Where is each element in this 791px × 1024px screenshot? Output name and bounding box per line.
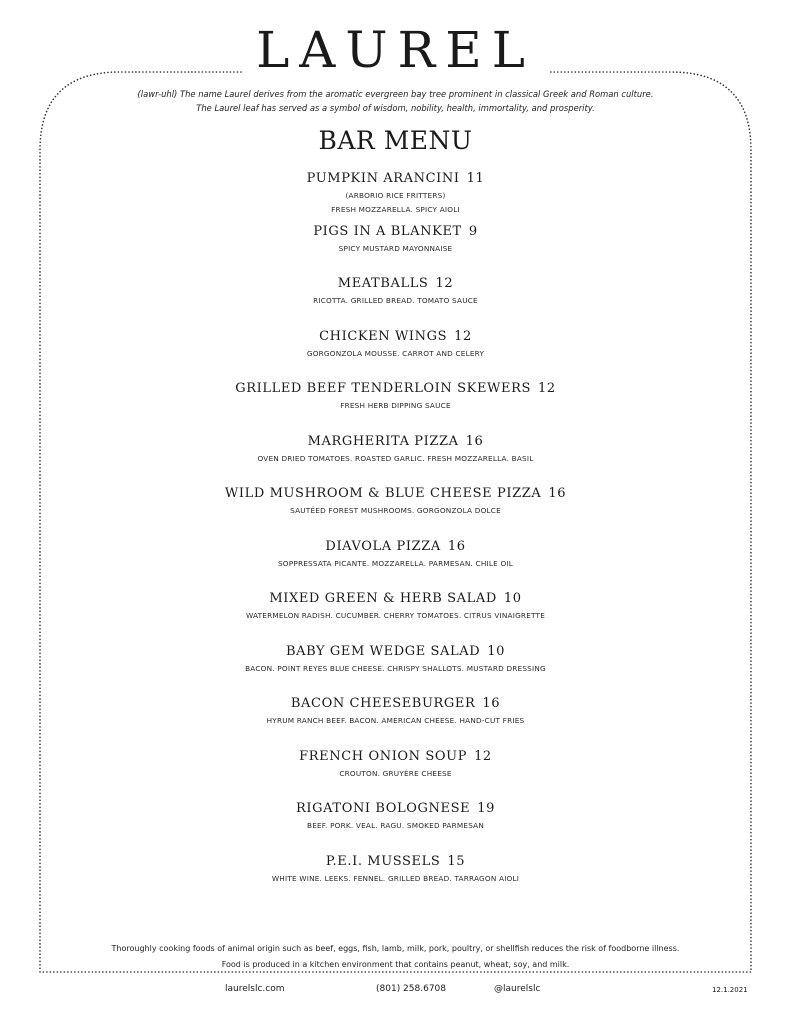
menu-item-description: GORGONZOLA MOUSSE. CARROT AND CELERY [306, 348, 485, 358]
menu-item-description: FRESH MOZZARELLA. SPICY AIOLI [331, 205, 460, 214]
menu-item [80, 695, 711, 748]
menu-item-name [80, 853, 711, 871]
menu-item-title: MIXED GREEN & HERB SALAD [269, 591, 497, 606]
menu-item [80, 538, 711, 591]
menu-item-title: RIGATONI BOLOGNESE [296, 801, 471, 816]
social-handle[interactable]: @laurelslc [494, 984, 541, 994]
menu-item-description: CROUTON. GRUYÈRE CHEESE [339, 768, 452, 778]
menu-item-name [80, 433, 711, 451]
menu-item-name [80, 538, 711, 556]
menu-item-name [80, 643, 711, 661]
food-safety-disclaimer [40, 941, 751, 973]
menu-item-description: RICOTTA. GRILLED BREAD. TOMATO SAUCE [313, 296, 478, 305]
menu-item-title: WILD MUSHROOM & BLUE CHEESE PIZZA [224, 486, 542, 501]
menu-item-price: 15 [447, 853, 466, 869]
intro-text [60, 87, 731, 115]
menu-item [80, 485, 711, 538]
menu-item [80, 800, 711, 853]
menu-item-description: SOPPRESSATA PICANTE. MOZZARELLA. PARMESAN. CHILE OIL [277, 558, 514, 568]
menu-item-description: OVEN DRIED TOMATOES. ROASTED GARLIC. FRESH MOZZARELLA. BASIL [257, 453, 534, 463]
menu-item-note: (ARBORIO RICE FRITTERS) [345, 191, 446, 200]
menu-item [80, 590, 711, 643]
menu-item [80, 433, 711, 486]
menu-item-name [80, 328, 711, 346]
menu-item-name [80, 380, 711, 398]
menu-date: 12.1.2021 [712, 986, 748, 994]
menu-item-title: PIGS IN A BLANKET [313, 223, 462, 239]
disclaimer-line-1: Thoroughly cooking foods of animal origin such as beef, eggs, fish, lamb, milk, pork, poultry, or shellfish reduces the risk of foodborne illness. [111, 944, 680, 953]
brand-logo [0, 20, 791, 80]
menu-item-title: BABY GEM WEDGE SALAD [285, 643, 481, 659]
menu-item-price: 12 [454, 328, 472, 344]
menu-item-name [80, 170, 711, 188]
menu-item-price: 9 [468, 223, 478, 239]
menu-item-name [80, 485, 711, 503]
menu-item-name [80, 590, 711, 608]
menu-item-price: 12 [537, 381, 556, 396]
menu-item-title: MEATBALLS [337, 276, 429, 291]
disclaimer-line-2: Food is produced in a kitchen environment that contains peanut, wheat, soy, and milk. [221, 960, 570, 969]
menu-item-title: FRENCH ONION SOUP [299, 748, 468, 764]
menu-item-price: 10 [487, 643, 506, 659]
menu-item [80, 170, 711, 223]
intro-line-1: (lawr-uhl) The name Laurel derives from the aromatic evergreen bay tree prominent in classical Greek and Roman culture. [137, 89, 654, 99]
menu-item [80, 223, 711, 276]
menu-item-name [80, 223, 711, 241]
menu-item [80, 853, 711, 906]
website-link[interactable]: laurelslc.com [225, 984, 285, 994]
menu-items-list [80, 170, 711, 905]
menu-item-description: HYRUM RANCH BEEF. BACON. AMERICAN CHEESE. HAND-CUT FRIES [266, 716, 525, 725]
menu-item-title: BACON CHEESEBURGER [290, 696, 476, 711]
footer [0, 984, 791, 1000]
intro-line-2: The Laurel leaf has served as a symbol of wisdom, nobility, health, immortality, and prosperity. [196, 103, 595, 113]
menu-item-price: 16 [482, 696, 501, 711]
menu-item-price: 11 [466, 171, 485, 186]
menu-item-title: GRILLED BEEF TENDERLOIN SKEWERS [235, 381, 531, 396]
menu-item [80, 275, 711, 328]
menu-item-description: BACON. POINT REYES BLUE CHEESE. CHRISPY SHALLOTS. MUSTARD DRESSING [245, 663, 546, 673]
brand-wordmark: LAUREL [242, 21, 549, 79]
menu-item-title: PUMPKIN ARANCINI [306, 171, 460, 186]
menu-item-price: 19 [477, 801, 495, 816]
menu-item-price: 16 [465, 433, 484, 449]
menu-item [80, 380, 711, 433]
menu-item-price: 16 [548, 486, 567, 501]
menu-item-description: WATERMELON RADISH. CUCUMBER. CHERRY TOMATOES. CITRUS VINAIGRETTE [246, 611, 545, 620]
menu-item-title: MARGHERITA PIZZA [307, 433, 459, 449]
menu-item-description: WHITE WINE. LEEKS. FENNEL. GRILLED BREAD. TARRAGON AIOLI [271, 873, 520, 883]
menu-item-price: 12 [474, 748, 492, 764]
menu-item-price: 16 [447, 538, 466, 554]
menu-item [80, 643, 711, 696]
menu-item-name [80, 695, 711, 713]
menu-item-name [80, 275, 711, 293]
menu-item-name [80, 748, 711, 766]
menu-item-name [80, 800, 711, 818]
menu-item [80, 748, 711, 801]
phone-number[interactable]: (801) 258.6708 [376, 984, 447, 994]
menu-item-description: SPICY MUSTARD MAYONNAISE [338, 243, 453, 253]
menu-item-price: 12 [435, 276, 454, 291]
menu-item-description: BEEF. PORK. VEAL. RAGU. SMOKED PARMESAN [306, 821, 485, 830]
menu-item-description: FRESH HERB DIPPING SAUCE [340, 401, 451, 410]
menu-item-title: DIAVOLA PIZZA [325, 538, 441, 554]
menu-item-title: P.E.I. MUSSELS [325, 853, 441, 869]
menu-title: BAR MENU [318, 126, 473, 155]
menu-item [80, 328, 711, 381]
menu-item-title: CHICKEN WINGS [319, 328, 448, 344]
menu-item-price: 10 [503, 591, 522, 606]
menu-item-description: SAUTÉED FOREST MUSHROOMS. GORGONZOLA DOLCE [290, 506, 501, 515]
